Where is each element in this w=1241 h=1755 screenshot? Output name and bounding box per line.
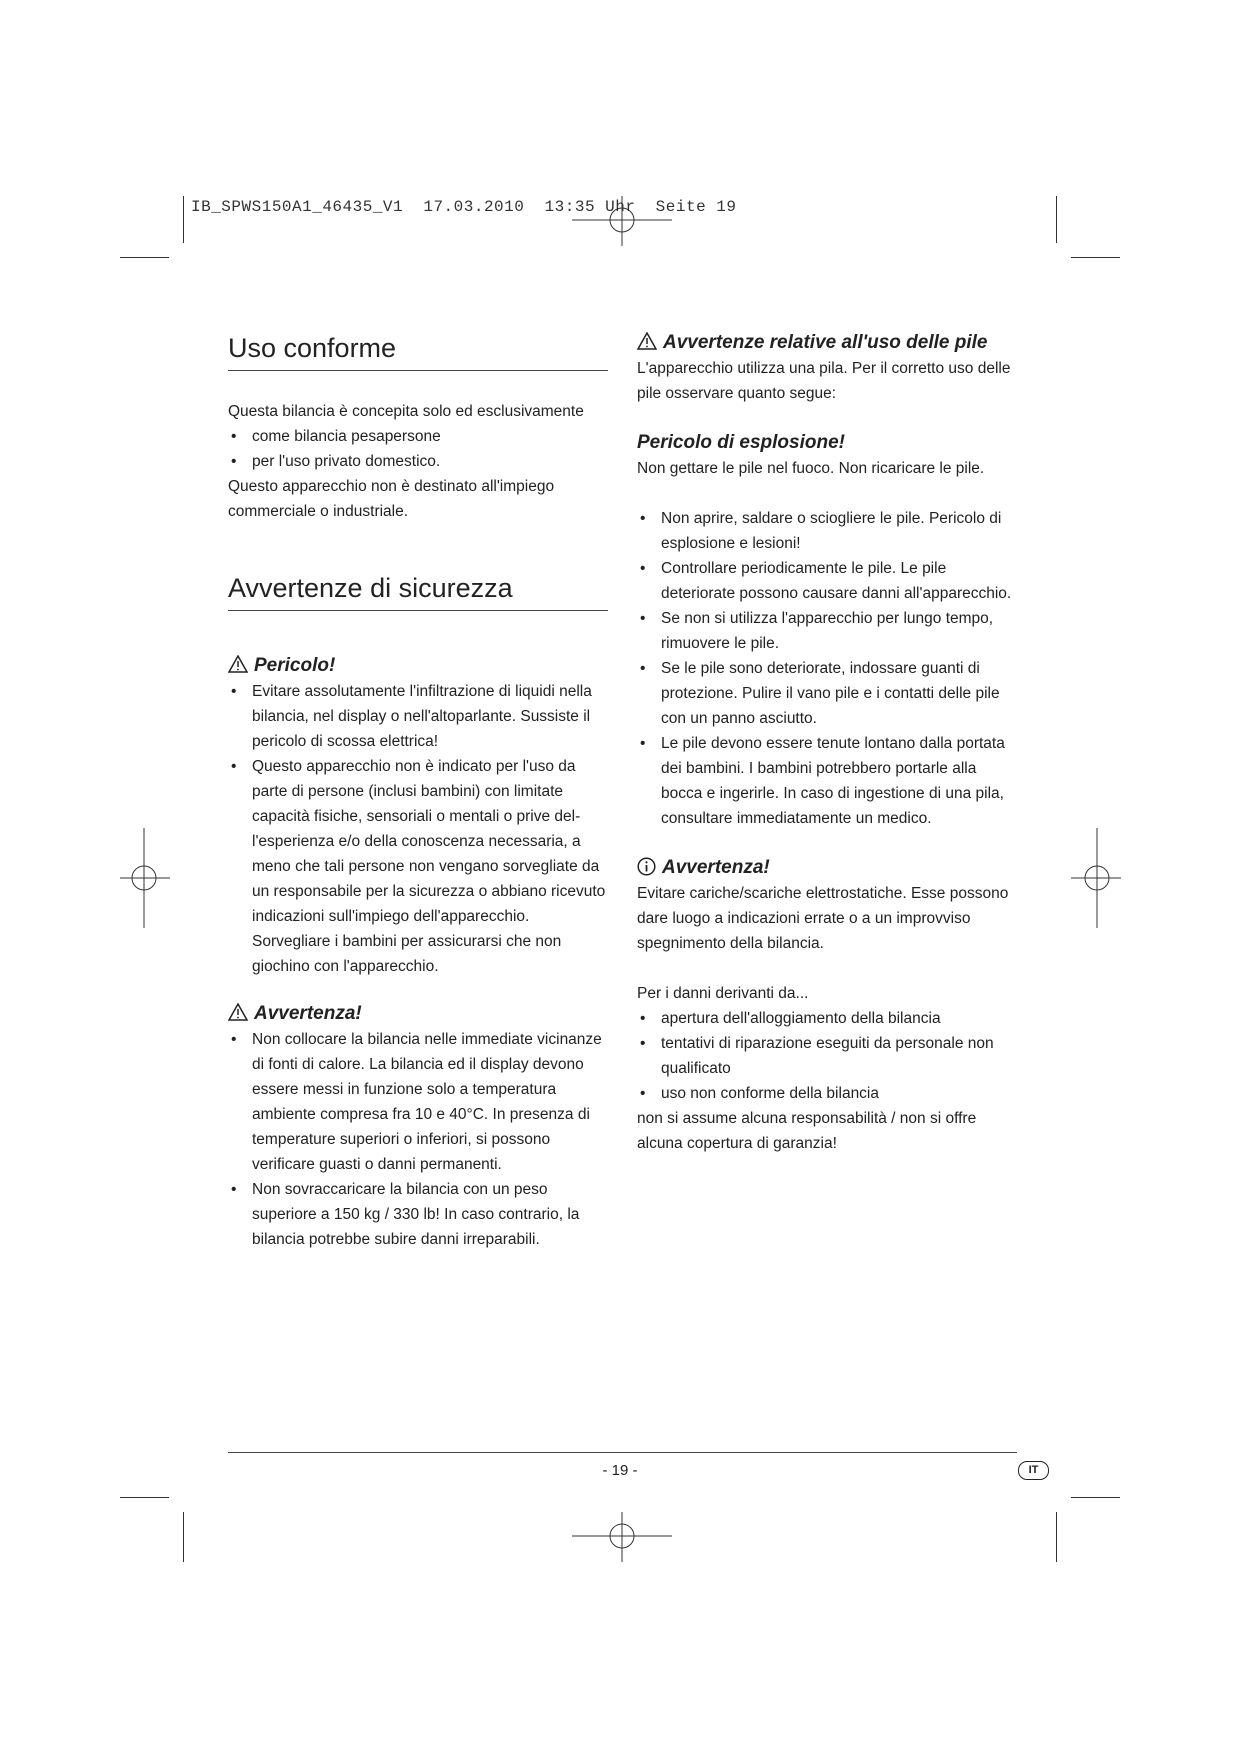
- esplosione-text: Non gettare le pile nel fuoco. Non ricaricare le pile.: [637, 460, 985, 477]
- crop-mark: [1071, 257, 1120, 258]
- crop-mark: [120, 257, 169, 258]
- crop-mark: [183, 196, 184, 243]
- list-item: • Questo apparecchio non è indicato per l'uso da parte di persone (inclusi bambini) con limitate capacità fisiche, sensoriali o mentali o prive del-l'esperienza e/o della conoscenza necessaria, a meno che tali persone non vengano sorvegliate da un responsabile per la sicurezza o abbiano ricevuto indicazioni sull'impiego dell'apparecchio. Sorvegliare i bambini per assicurarsi che non giochino con l'apparecchio.: [228, 754, 608, 979]
- list-item: • Se le pile sono deteriorate, indossare guanti di protezione. Pulire il vano pile e i contatti delle pile con un panno asciutto.: [637, 656, 1022, 731]
- heading-uso-conforme: Uso conforme: [228, 330, 608, 371]
- heading-avvertenza-info-text: Avvertenza!: [662, 857, 770, 878]
- heading-avvertenza-info: [637, 855, 1022, 881]
- list-item: • Non aprire, saldare o sciogliere le pile. Pericolo di esplosione e lesioni!: [637, 506, 1022, 556]
- uso-note: Questo apparecchio non è destinato all'impiego commerciale o industriale.: [228, 478, 555, 520]
- print-slug: IB_SPWS150A1_46435_V1 17.03.2010 13:35 Uhr Seite 19: [191, 198, 737, 216]
- registration-mark-bottom: [572, 1512, 672, 1562]
- heading-avvertenze-sicurezza: Avvertenze di sicurezza: [228, 570, 608, 611]
- crop-mark: [1056, 1512, 1057, 1562]
- heading-avvertenza: [228, 1001, 608, 1027]
- list-item: • uso non conforme della bilancia: [637, 1081, 1022, 1106]
- heading-pericolo-text: Pericolo!: [254, 655, 336, 676]
- pericolo-list: [228, 679, 608, 979]
- warning-triangle-icon: [637, 332, 657, 350]
- left-column: [228, 330, 608, 1252]
- warning-triangle-icon: [228, 655, 248, 673]
- heading-avvertenze-pile-text: Avvertenze relative all'uso delle pile: [663, 332, 988, 353]
- heading-pericolo: [228, 653, 608, 679]
- page-number: - 19 -: [602, 1462, 638, 1479]
- avvertenza-info-text: Evitare cariche/scariche elettrostatiche. Esse possono dare luogo a indicazioni errate o a un improvviso spegnimento della bilancia.: [637, 885, 1009, 952]
- uso-list: [228, 424, 608, 474]
- list-item: • Controllare periodicamente le pile. Le pile deteriorate possono causare danni all'apparecchio.: [637, 556, 1022, 606]
- list-item: • Le pile devono essere tenute lontano dalla portata dei bambini. I bambini potrebbero portarle alla bocca e ingerirle. In caso di ingestione di una pila, consultare immediatamente un medico.: [637, 731, 1022, 831]
- list-item: • apertura dell'alloggiamento della bilancia: [637, 1006, 1022, 1031]
- footer-divider: [228, 1452, 1017, 1453]
- heading-avvertenza-text: Avvertenza!: [254, 1003, 362, 1024]
- list-item: • Non collocare la bilancia nelle immediate vicinanze di fonti di calore. La bilancia ed il display devono essere messi in funzione solo a temperatura ambiente compresa fra 10 e 40°C. In presenza di temperature superiori o inferiori, si possono verificare guasti o danni permanenti.: [228, 1027, 608, 1177]
- language-badge: IT: [1018, 1461, 1049, 1480]
- list-item: • come bilancia pesapersone: [228, 424, 608, 449]
- right-column: [637, 330, 1022, 1156]
- heading-avvertenze-pile: [637, 330, 1022, 356]
- registration-mark-left: [120, 828, 170, 928]
- avvertenza-list: [228, 1027, 608, 1252]
- crop-mark: [183, 1512, 184, 1562]
- heading-pericolo-esplosione: Pericolo di esplosione!: [637, 432, 845, 453]
- list-item: • per l'uso privato domestico.: [228, 449, 608, 474]
- info-icon: [637, 857, 656, 876]
- list-item: • Se non si utilizza l'apparecchio per lungo tempo, rimuovere le pile.: [637, 606, 1022, 656]
- list-item: • Evitare assolutamente l'infiltrazione di liquidi nella bilancia, nel display o nell'altoparlante. Sussiste il pericolo di scossa elettrica!: [228, 679, 608, 754]
- list-item: • Non sovraccaricare la bilancia con un peso superiore a 150 kg / 330 lb! In caso contrario, la bilancia potrebbe subire danni irreparabili.: [228, 1177, 608, 1252]
- danni-outro: non si assume alcuna responsabilità / non si offre alcuna copertura di garanzia!: [637, 1110, 977, 1152]
- registration-mark-right: [1071, 828, 1121, 928]
- list-item: • tentativi di riparazione eseguiti da personale non qualificato: [637, 1031, 1022, 1081]
- crop-mark: [1056, 196, 1057, 243]
- uso-intro: Questa bilancia è concepita solo ed esclusivamente: [228, 403, 584, 420]
- danni-intro: Per i danni derivanti da...: [637, 985, 809, 1002]
- warning-triangle-icon: [228, 1003, 248, 1021]
- crop-mark: [1071, 1497, 1120, 1498]
- pile-intro: L'apparecchio utilizza una pila. Per il corretto uso delle pile osservare quanto segue:: [637, 360, 1011, 402]
- danni-list: [637, 1006, 1022, 1106]
- esplosione-list: [637, 506, 1022, 831]
- crop-mark: [120, 1497, 169, 1498]
